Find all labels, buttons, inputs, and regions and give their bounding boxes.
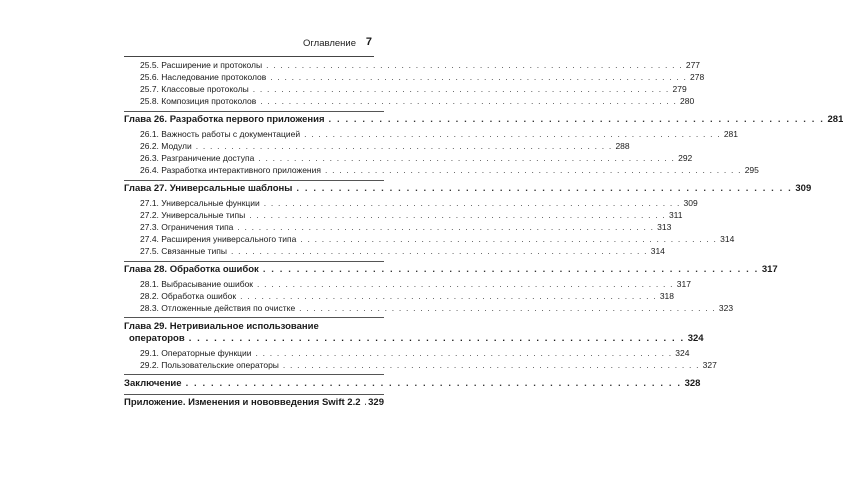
toc-entry-28-2[interactable] [140, 291, 675, 303]
dot-leader: . . . . . . . . . . . . . . . . . . . . . . . . . . . . . . . . . . . . . . . . . . . . . . . . . . . . . . . . . . . [188, 333, 685, 344]
toc-page-number: 278 [690, 72, 705, 82]
toc-page-number: 281 [723, 129, 738, 139]
dot-leader: . . . . . . . . . . . . . . . . . . . . . . . . . . . . . . . . . . . . . . . . . . . . . . . . . . . . . . . . . . . [296, 183, 793, 194]
toc-entry-label: 26.2. Модули [140, 141, 192, 151]
toc-entry-label: 28.1. Выбрасывание ошибок [140, 279, 254, 289]
divider [124, 374, 384, 375]
toc-chapter-27[interactable] [124, 183, 812, 197]
dot-leader: . . . . . . . . . . . . . . . . . . . . . . . . . . . . . . . . . . . . . . . . . . . . . . . . . . . . . . . . . . . [231, 246, 648, 256]
toc-entry-25-5[interactable] [140, 60, 701, 72]
toc-entry-26-2[interactable] [140, 141, 630, 153]
toc-entry-28-1[interactable] [140, 279, 691, 291]
dot-leader: . . . . . . . . . . . . . . . . . . . . . . . . . . . . . . . . . . . . . . . . . . . . . . . . . . . . . . . . . . . [252, 84, 670, 94]
dot-leader: . . . . . . . . . . . . . . . . . . . . . . . . . . . . . . . . . . . . . . . . . . . . . . . . . . . . . . . . . . . [240, 291, 657, 301]
toc-chapter-label: Глава 26. Разработка первого приложения [124, 114, 325, 125]
dot-leader: . . . . . . . . . . . . . . . . . . . . . . . . . . . . . . . . . . . . . . . . . . . . . . . . . . . . . . . . . . . [266, 60, 683, 70]
toc-page-number: 313 [657, 222, 672, 232]
divider [124, 180, 384, 181]
toc-entry-label: 25.8. Композиция протоколов [140, 96, 257, 106]
toc-page-number: 288 [615, 141, 630, 151]
dot-leader: . . . . . . . . . . . . . . . . . . . . . . . . . . . . . . . . . . . . . . . . . . . . . . . . . . . . . . . . . . . [185, 378, 682, 389]
toc-chapter-label: Глава 27. Универсальные шаблоны [124, 183, 293, 194]
dot-leader: . . . . . . . . . . . . . . . . . . . . . . . . . . . . . . . . . . . . . . . . . . . . . . . . . . . . . . . . . . . [257, 279, 674, 289]
dot-leader: . . . . . . . . . . . . . . . . . . . . . . . . . . . . . . . . . . . . . . . . . . . . . . . . . . . . . . . . . . . [249, 210, 666, 220]
toc-page-number: 277 [685, 60, 701, 70]
dot-leader: . . . . . . . . . . . . . . . . . . . . . . . . . . . . . . . . . . . . . . . . . . . . . . . . . . . . . . . . . . . [258, 153, 676, 163]
toc-entry-26-4[interactable] [140, 165, 759, 177]
toc-chapter-label-continued: операторов [129, 333, 185, 344]
dot-leader: . . . . . . . . . . . . . . . . . . . . . . . . . . . . . . . . . . . . . . . . . . . . . . . . . . . . . . . . . . . [270, 72, 688, 82]
divider [124, 261, 384, 262]
toc-page-number: 292 [678, 153, 693, 163]
toc-entry-27-2[interactable] [140, 210, 683, 222]
toc-entry-label: 25.6. Наследование протоколов [140, 72, 267, 82]
page-number: 7 [365, 36, 372, 48]
running-title: Оглавление [303, 38, 356, 49]
toc-entry-label: 26.1. Важность работы с документацией [140, 129, 301, 139]
toc-entry-label: 27.5. Связанные типы [140, 246, 227, 256]
toc-page-number: 324 [675, 348, 690, 358]
toc-entry-26-3[interactable] [140, 153, 693, 165]
toc-entry-label: 28.2. Обработка ошибок [140, 291, 237, 301]
dot-leader: . . . . . . . . . . . . . . . . . . . . . . . . . . . . . . . . . . . . . . . . . . . . . . . . . . . . . . . . . . . [299, 303, 716, 313]
toc-page-number: 323 [718, 303, 734, 313]
toc-entry-label: 29.2. Пользовательские операторы [140, 360, 279, 370]
toc-entry-label: 25.7. Классовые протоколы [140, 84, 249, 94]
toc-page-number: 324 [687, 333, 704, 344]
toc-entry-27-4[interactable] [140, 234, 735, 246]
toc-appendix[interactable] [124, 397, 384, 411]
toc-chapter-29[interactable] [124, 321, 704, 345]
toc-entry-27-5[interactable] [140, 246, 665, 258]
divider [124, 317, 384, 318]
divider [124, 394, 384, 395]
toc-page-number: 311 [668, 210, 683, 220]
dot-leader: . . . . . . . . . . . . . . . . . . . . . . . . . . . . . . . . . . . . . . . . . . . . . . . . . . . . . . . . . . . [262, 264, 759, 275]
toc-page-number: 309 [795, 183, 812, 194]
toc-entry-label: 27.4. Расширения универсального типа [140, 234, 297, 244]
toc-page-number: 314 [650, 246, 665, 256]
toc-entry-label: 27.1. Универсальные функции [140, 198, 260, 208]
toc-entry-label: 28.3. Отложенные действия по очистке [140, 303, 296, 313]
toc-chapter-label: Заключение [124, 378, 182, 389]
toc-page-number: 327 [702, 360, 717, 370]
toc-entry-27-3[interactable] [140, 222, 672, 234]
toc-page-number: 280 [680, 96, 695, 106]
dot-leader: . . . . . . . . . . . . . . . . . . . . . . . . . . . . . . . . . . . . . . . . . . . . . . . . . . . . . . . . . . . [304, 129, 721, 139]
toc-entry-29-1[interactable] [140, 348, 690, 360]
toc-chapter-26[interactable] [124, 114, 843, 128]
dot-leader: . . . . . . . . . . . . . . . . . . . . . . . . . . . . . . . . . . . . . . . . . . . . . . . . . . . . . . . . . . . [255, 348, 673, 358]
dot-leader: . . . . . . . . . . . . . . . . . . . . . . . . . . . . . . . . . . . . . . . . . . . . . . . . . . . . . . . . . . . [324, 165, 742, 175]
dot-leader: . . . . . . . . . . . . . . . . . . . . . . . . . . . . . . . . . . . . . . . . . . . . . . . . . . . . . . . . . . . [260, 96, 678, 106]
toc-page-number: 309 [683, 198, 698, 208]
toc-chapter-label: Приложение. Изменения и нововведения Swift 2.2 [124, 397, 361, 408]
toc-chapter-28[interactable] [124, 264, 778, 278]
dot-leader: . . . . . . . . . . . . . . . . . . . . . . . . . . . . . . . . . . . . . . . . . . . . . . . . . . . . . . . . . . . [282, 360, 700, 370]
toc-entry-25-7[interactable] [140, 84, 687, 96]
toc-page-number: 318 [659, 291, 675, 301]
toc-page-number: 279 [672, 84, 687, 94]
dot-leader: . . . . . . . . . . . . . . . . . . . . . . . . . . . . . . . . . . . . . . . . . . . . . . . . . . . . . . . . . . . [195, 141, 613, 151]
toc-entry-25-8[interactable] [140, 96, 695, 108]
toc-entry-label: 25.5. Расширение и протоколы [140, 60, 263, 70]
divider [124, 111, 384, 112]
toc-entry-27-1[interactable] [140, 198, 698, 210]
dot-leader: . . . . . . . . . . . . . . . . . . . . . . . . . . . . . . . . . . . . . . . . . . . . . . . . . . . . . . . . . . . [263, 198, 681, 208]
toc-conclusion[interactable] [124, 378, 701, 392]
toc-entry-label: 26.3. Разграничение доступа [140, 153, 255, 163]
dot-leader: . . . . . . . . . . . . . . . . . . . . . . . . . . . . . . . . . . . . . . . . . . . . . . . . . . . . . . . . . . . [237, 222, 655, 232]
toc-page-number: 314 [720, 234, 735, 244]
toc-page-number: 295 [744, 165, 759, 175]
toc-chapter-label: Глава 28. Обработка ошибок [124, 264, 259, 275]
toc-page-number: 317 [761, 264, 778, 275]
toc-entry-label: 26.4. Разработка интерактивного приложения [140, 165, 321, 175]
dot-leader: . . . . . . . . . . . . . . . . . . . . . . . . . . . . . . . . . . . . . . . . . . . . . . . . . . . . . . . . . . . [328, 114, 825, 125]
toc-page-number: 281 [827, 114, 843, 125]
toc-entry-label: 29.1. Операторные функции [140, 348, 252, 358]
toc-entry-29-2[interactable] [140, 360, 717, 372]
toc-entry-label: 27.2. Универсальные типы [140, 210, 246, 220]
dot-leader: . . . . . . . . . . . . . . . . . . . . . . . . . . . . . . . . . . . . . . . . . . . . . . . . . . . . . . . . . . . [300, 234, 718, 244]
toc-entry-25-6[interactable] [140, 72, 705, 84]
toc-entry-28-3[interactable] [140, 303, 734, 315]
toc-entry-26-1[interactable] [140, 129, 738, 141]
toc-page-number: 328 [684, 378, 701, 389]
toc-page-number: 317 [676, 279, 691, 289]
dot-leader [365, 397, 366, 408]
toc-chapter-label: Глава 29. Нетривиальное использование [124, 321, 319, 332]
toc-entry-label: 27.3. Ограничения типа [140, 222, 234, 232]
toc-page-number: 329 [368, 397, 384, 408]
